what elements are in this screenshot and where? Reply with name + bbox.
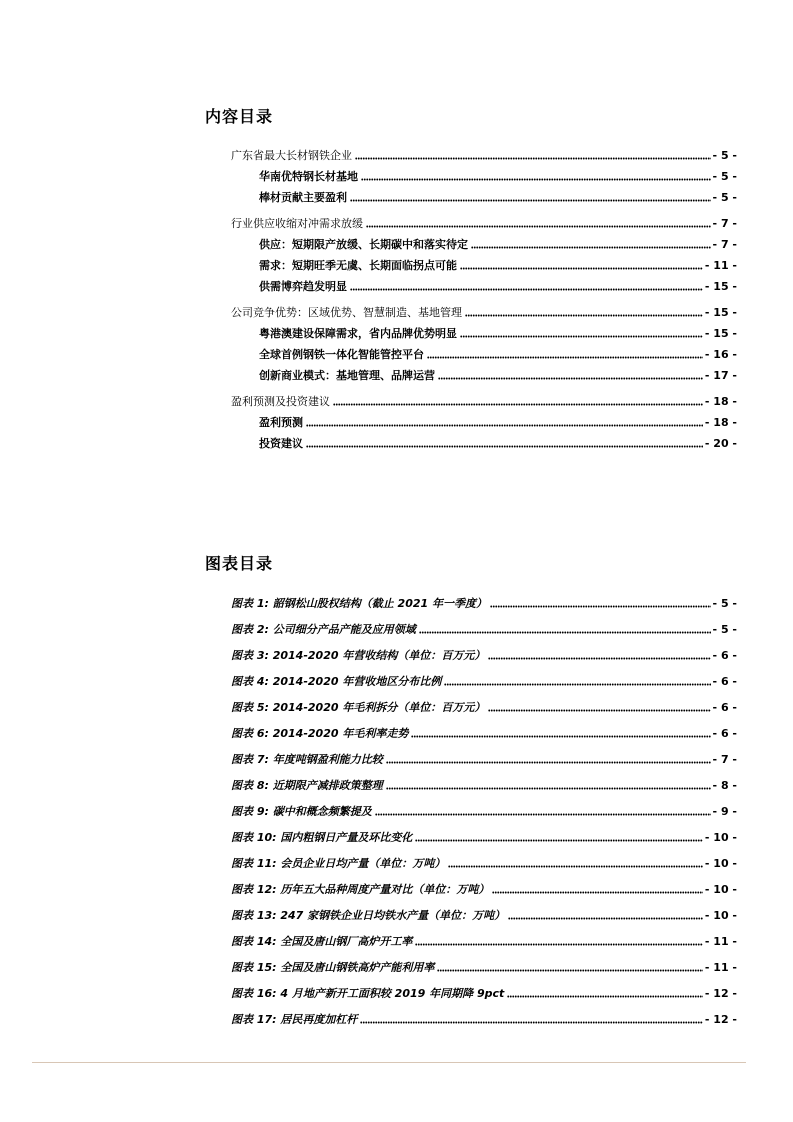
- figure-entry-page: - 10 -: [704, 831, 737, 844]
- dot-leader: [437, 968, 703, 972]
- figure-entry-title: 图表 4: 2014-2020 年营收地区分布比例: [231, 675, 442, 688]
- toc-entry-1[interactable]: [231, 143, 737, 163]
- toc-entry-title: 棒材贡献主要盈利: [259, 191, 347, 204]
- dot-leader: [438, 376, 703, 380]
- figure-entry-title: 图表 6: 2014-2020 年毛利率走势: [231, 727, 409, 740]
- figure-entry-5[interactable]: [231, 695, 737, 715]
- dot-leader: [508, 916, 703, 920]
- dot-leader: [306, 444, 703, 448]
- dot-leader: [333, 402, 703, 406]
- toc-entry-1-2[interactable]: [259, 185, 737, 205]
- toc-entry-page: - 16 -: [704, 348, 737, 361]
- figure-entry-1[interactable]: [231, 591, 737, 611]
- toc-entry-title: 全球首例钢铁一体化智能管控平台: [259, 348, 424, 361]
- figure-entry-2[interactable]: [231, 617, 737, 637]
- dot-leader: [355, 156, 711, 160]
- dot-leader: [427, 355, 703, 359]
- toc-entry-page: - 5 -: [712, 191, 737, 204]
- toc-entry-2-3[interactable]: [259, 274, 737, 294]
- figure-entry-page: - 5 -: [712, 623, 737, 636]
- toc-entry-title: 投资建议: [259, 437, 303, 450]
- toc-entry-page: - 18 -: [704, 416, 737, 429]
- figures-heading: 图表目录: [205, 554, 274, 573]
- dot-leader: [419, 630, 711, 634]
- figure-entry-16[interactable]: [231, 981, 737, 1001]
- toc-entry-2[interactable]: [231, 211, 737, 231]
- toc-entry-4[interactable]: [231, 389, 737, 409]
- dot-leader: [360, 1020, 703, 1024]
- figure-entry-17[interactable]: [231, 1007, 737, 1027]
- figure-entry-page: - 12 -: [704, 987, 737, 1000]
- toc-entry-1-1[interactable]: [259, 164, 737, 184]
- toc-entry-title: 创新商业模式：基地管理、品牌运营: [259, 369, 435, 382]
- toc-entry-2-1[interactable]: [259, 232, 737, 252]
- dot-leader: [350, 198, 711, 202]
- toc-entry-title: 需求：短期旺季无虞、长期面临拐点可能: [259, 259, 457, 272]
- figure-entry-title: 图表 2: 公司细分产品产能及应用领域: [231, 623, 416, 636]
- toc-entry-3-3[interactable]: [259, 363, 737, 383]
- toc-entry-title: 公司竞争优势：区域优势、智慧制造、基地管理: [231, 306, 462, 319]
- dot-leader: [415, 838, 703, 842]
- figure-entry-title: 图表 17: 居民再度加杠杆: [231, 1013, 358, 1026]
- toc-entry-page: - 17 -: [704, 369, 737, 382]
- figure-entry-9[interactable]: [231, 799, 737, 819]
- toc-entry-page: - 5 -: [712, 149, 737, 162]
- dot-leader: [415, 942, 703, 946]
- dot-leader: [460, 334, 703, 338]
- toc-entry-3[interactable]: [231, 300, 737, 320]
- figure-entry-8[interactable]: [231, 773, 737, 793]
- toc-entry-page: - 15 -: [704, 327, 737, 340]
- dot-leader: [350, 287, 703, 291]
- figure-entry-title: 图表 14: 全国及唐山钢厂高炉开工率: [231, 935, 413, 948]
- toc-entry-2-2[interactable]: [259, 253, 737, 273]
- figure-entry-page: - 10 -: [704, 909, 737, 922]
- figure-entry-title: 图表 11: 会员企业日均产量（单位：万吨）: [231, 857, 446, 870]
- figure-entry-14[interactable]: [231, 929, 737, 949]
- toc-entry-page: - 18 -: [704, 395, 737, 408]
- figure-entry-7[interactable]: [231, 747, 737, 767]
- figure-entry-page: - 11 -: [704, 935, 737, 948]
- figure-entry-title: 图表 9: 碳中和概念频繁提及: [231, 805, 372, 818]
- figure-entry-page: - 5 -: [712, 597, 737, 610]
- figure-entry-page: - 6 -: [712, 675, 737, 688]
- dot-leader: [465, 313, 703, 317]
- figure-entry-11[interactable]: [231, 851, 737, 871]
- toc-entry-title: 行业供应收缩对冲需求放缓: [231, 217, 363, 230]
- figure-entry-title: 图表 7: 年度吨钢盈利能力比较: [231, 753, 383, 766]
- figure-entry-3[interactable]: [231, 643, 737, 663]
- figure-entry-title: 图表 15: 全国及唐山钢铁高炉产能利用率: [231, 961, 435, 974]
- figure-entry-title: 图表 8: 近期限产减排政策整理: [231, 779, 383, 792]
- toc-entry-title: 粤港澳建设保障需求，省内品牌优势明显: [259, 327, 457, 340]
- figure-entry-page: - 8 -: [712, 779, 737, 792]
- figure-entry-title: 图表 1: 韶钢松山股权结构（截止 2021 年一季度）: [231, 597, 487, 610]
- dot-leader: [361, 177, 711, 181]
- figure-entry-13[interactable]: [231, 903, 737, 923]
- dot-leader: [490, 604, 711, 608]
- toc-entry-4-1[interactable]: [259, 410, 737, 430]
- toc-entry-page: - 11 -: [704, 259, 737, 272]
- figure-entry-page: - 12 -: [704, 1013, 737, 1026]
- toc-entry-page: - 15 -: [704, 306, 737, 319]
- footer-divider: [32, 1062, 746, 1063]
- toc-entry-page: - 7 -: [712, 238, 737, 251]
- toc-entry-page: - 15 -: [704, 280, 737, 293]
- toc-entry-page: - 7 -: [712, 217, 737, 230]
- dot-leader: [411, 734, 710, 738]
- figure-entry-10[interactable]: [231, 825, 737, 845]
- toc-entry-page: - 5 -: [712, 170, 737, 183]
- toc-entry-title: 供需博弈趋发明显: [259, 280, 347, 293]
- contents-heading: 内容目录: [205, 107, 274, 126]
- figure-entry-15[interactable]: [231, 955, 737, 975]
- dot-leader: [448, 864, 703, 868]
- figure-entry-title: 图表 5: 2014-2020 年毛利拆分（单位：百万元）: [231, 701, 486, 714]
- toc-entry-title: 广东省最大长材钢铁企业: [231, 149, 352, 162]
- figure-entry-page: - 6 -: [712, 649, 737, 662]
- figure-entry-page: - 10 -: [704, 883, 737, 896]
- toc-entry-title: 盈利预测及投资建议: [231, 395, 330, 408]
- figure-entry-page: - 10 -: [704, 857, 737, 870]
- toc-entry-title: 盈利预测: [259, 416, 303, 429]
- dot-leader: [471, 245, 711, 249]
- figure-entry-page: - 11 -: [704, 961, 737, 974]
- figure-entry-title: 图表 12: 历年五大品种周度产量对比（单位：万吨）: [231, 883, 490, 896]
- toc-entry-title: 供应：短期限产放缓、长期碳中和落实待定: [259, 238, 468, 251]
- dot-leader: [507, 994, 703, 998]
- toc-entry-3-2[interactable]: [259, 342, 737, 362]
- dot-leader: [375, 812, 711, 816]
- figure-entry-title: 图表 13: 247 家钢铁企业日均铁水产量（单位：万吨）: [231, 909, 506, 922]
- dot-leader: [460, 266, 703, 270]
- toc-entry-4-2[interactable]: [259, 431, 737, 451]
- dot-leader: [444, 682, 710, 686]
- toc-entry-page: - 20 -: [704, 437, 737, 450]
- dot-leader: [488, 708, 710, 712]
- figure-entry-6[interactable]: [231, 721, 737, 741]
- figure-entry-title: 图表 10: 国内粗钢日产量及环比变化: [231, 831, 413, 844]
- dot-leader: [306, 423, 703, 427]
- toc-entry-3-1[interactable]: [259, 321, 737, 341]
- figure-entry-title: 图表 3: 2014-2020 年营收结构（单位：百万元）: [231, 649, 486, 662]
- dot-leader: [492, 890, 703, 894]
- dot-leader: [386, 760, 711, 764]
- figure-entry-page: - 7 -: [712, 753, 737, 766]
- dot-leader: [366, 224, 711, 228]
- figure-entry-page: - 9 -: [712, 805, 737, 818]
- dot-leader: [488, 656, 710, 660]
- figure-entry-title: 图表 16: 4 月地产新开工面积较 2019 年同期降 9pct: [231, 987, 505, 1000]
- toc-entry-title: 华南优特钢长材基地: [259, 170, 358, 183]
- figure-entry-page: - 6 -: [712, 701, 737, 714]
- dot-leader: [386, 786, 711, 790]
- figure-entry-4[interactable]: [231, 669, 737, 689]
- figure-entry-12[interactable]: [231, 877, 737, 897]
- figure-entry-page: - 6 -: [712, 727, 737, 740]
